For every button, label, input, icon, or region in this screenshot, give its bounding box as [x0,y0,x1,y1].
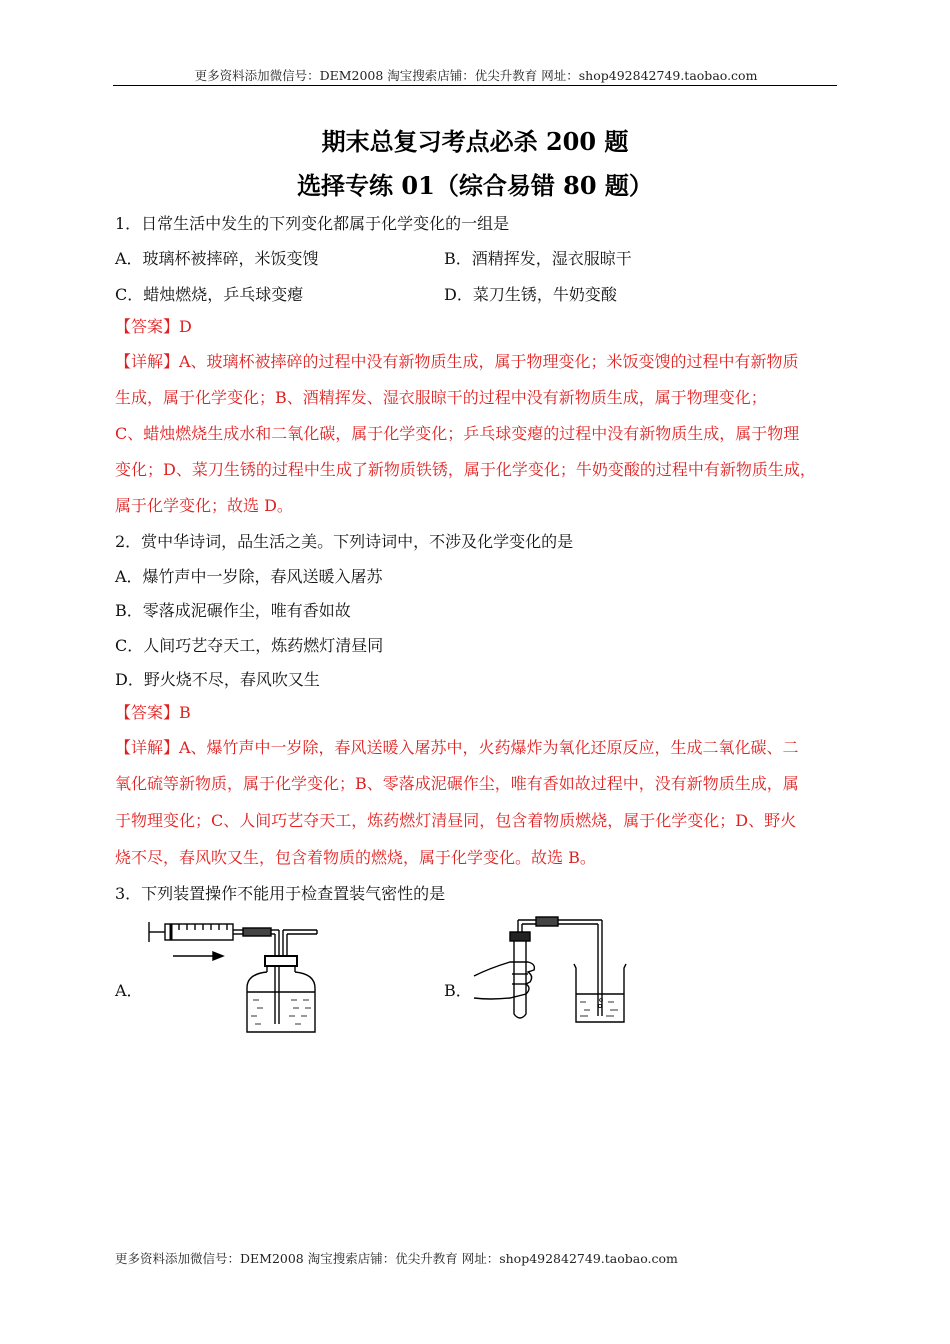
q1-option-d: D．菜刀生锈，牛奶变酸 [444,285,617,304]
q1-detail-line-4: 变化；D、菜刀生锈的过程中生成了新物质铁锈，属于化学变化；牛奶变酸的过程中有新物质生成， [115,460,816,479]
title-line-2: 选择专练 01（综合易错 80 题） [297,171,653,200]
q2-detail-line-4: 烧不尽，春风吹又生，包含着物质的燃烧，属于化学变化。故选 B。 [115,848,596,867]
q2-stem: 2．赏中华诗词，品生活之美。下列诗词中，不涉及化学变化的是 [115,532,574,551]
page-footer: 更多资料添加微信号：DEM2008 淘宝搜索店铺：优尖升教育 网址：shop492842749.taobao.com [115,1251,678,1266]
q2-detail-line-2: 氧化硫等新物质，属于化学变化；B、零落成泥碾作尘，唯有香如故过程中，没有新物质生成，属 [115,774,799,793]
q1-detail-line-2: 生成，属于化学变化；B、酒精挥发、湿衣服晾干的过程中没有新物质生成，属于物理变化； [115,388,767,407]
q2-option-b: B．零落成泥碾作尘，唯有香如故 [115,601,351,620]
q1-detail-line-1: 【详解】A、玻璃杯被摔碎的过程中没有新物质生成，属于物理变化；米饭变馊的过程中有新物质 [115,352,799,371]
q1-answer: 【答案】D [115,317,192,336]
q2-option-c: C．人间巧艺夺天工，炼药燃灯清昼同 [115,636,384,655]
q1-detail-line-5: 属于化学变化；故选 D。 [115,496,293,515]
syringe-gas-bottle-diagram [143,912,328,1042]
q1-detail-line-3: C、蜡烛燃烧生成水和二氧化碳，属于化学变化；乒乓球变瘪的过程中没有新物质生成，属于物理 [115,424,800,443]
title-line-1: 期末总复习考点必杀 200 题 [321,127,629,156]
q1-stem: 1．日常生活中发生的下列变化都属于化学变化的一组是 [115,214,510,233]
q1-option-a: A．玻璃杯被摔碎，米饭变馊 [115,249,319,268]
q2-answer: 【答案】B [115,703,191,722]
q2-option-d: D．野火烧不尽，春风吹又生 [115,670,320,689]
q3-option-a-label: A． [115,981,143,1000]
header-rule [113,85,837,86]
q1-option-b: B．酒精挥发，湿衣服晾干 [444,249,632,268]
q2-option-a: A．爆竹声中一岁除，春风送暖入屠苏 [115,567,383,586]
q3-option-b-label: B． [444,981,472,1000]
hand-test-tube-beaker-diagram [470,910,635,1030]
q3-stem: 3．下列装置操作不能用于检查置装气密性的是 [115,884,446,903]
q2-detail-line-1: 【详解】A、爆竹声中一岁除，春风送暖入屠苏中，火药爆炸为氧化还原反应，生成二氧化碳、二 [115,738,799,757]
page-header: 更多资料添加微信号：DEM2008 淘宝搜索店铺：优尖升教育 网址：shop492842749.taobao.com [194,68,758,83]
q2-detail-line-3: 于物理变化；C、人间巧艺夺天工，炼药燃灯清昼同，包含着物质燃烧，属于化学变化；D、野火 [115,811,797,830]
q1-option-c: C．蜡烛燃烧，乒乓球变瘪 [115,285,304,304]
